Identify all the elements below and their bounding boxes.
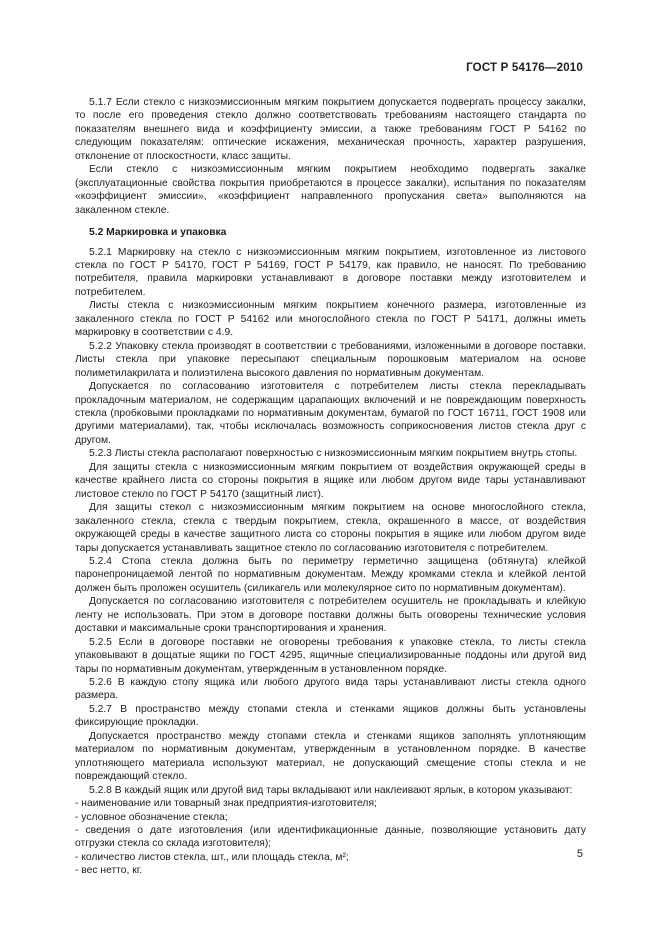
paragraph: Листы стекла с низкоэмиссионным мягким покрытием конечного размера, изготовленные из закаленного стекла по ГОСТ Р 54162 или многослойного стекла по ГОСТ Р 54171, должны иметь маркировку в соответствии с 4.9. bbox=[75, 300, 586, 339]
list-item: - сведения о дате изготовления (или идентификационные данные, позволяющие установить дату отгрузки стекла со склада изготовителя); bbox=[75, 825, 586, 850]
document-header: ГОСТ Р 54176—2010 bbox=[466, 62, 583, 74]
paragraph: 5.2.8 В каждый ящик или другой вид тары вкладывают или наклеивают ярлык, в котором указывают: bbox=[89, 784, 573, 796]
paragraph: Для защиты стекол с низкоэмиссионным мягким покрытием на основе многослойного стекла, закаленного стекла, стекла с твердым покрытием, стекла, окрашенного в массе, от воздействия окружающей среды в качестве защитного листа со стороны покрытия в ящике или любом другом виде тары допускается устанавливать защитное стекло по согласованию изготовителя с потребителем. bbox=[75, 502, 586, 554]
list-item: - условное обозначение стекла; bbox=[75, 811, 228, 823]
page-number: 5 bbox=[576, 848, 583, 860]
paragraph: Если стекло с низкоэмиссионным мягким покрытием необходимо подвергать закалке (эксплуатационные свойства покрытия приобретаются в процессе закалки), испытания по показателям «коэффициент эмиссии», «коэффициент направленного пропускания света» выполняются на закаленном стекле. bbox=[75, 164, 586, 216]
paragraph: 5.2.5 Если в договоре поставки не оговорены требования к упаковке стекла, то листы стекла упаковывают в дощатые ящики по ГОСТ 4295, ящичные специализированные поддоны или другой вид тары по нормативным документам, утвержденным в установленном порядке. bbox=[75, 636, 586, 675]
list-item: - количество листов стекла, шт., или площадь стекла, м²; bbox=[75, 851, 349, 863]
paragraph: Для защиты стекла с низкоэмиссионным мягким покрытием от воздействия окружающей среды в качестве крайнего листа со стороны покрытия в ящике или любом другом виде тары устанавливают листовое стекло по ГОСТ Р 54170 (защитный лист). bbox=[75, 461, 586, 500]
paragraph: 5.2.3 Листы стекла располагают поверхностью с низкоэмиссионным мягким покрытием внутрь стопы. bbox=[89, 448, 578, 460]
paragraph: Допускается по согласованию изготовителя с потребителем листы стекла перекладывать прокладочным материалом, не содержащим царапающих включений и не повреждающим поверхность стекла (пробковыми прокладками по нормативным документам, бумагой по ГОСТ 16711, ГОСТ 1908 или другими материалами), так, чтобы исключалась возможность соприкосновения листов стекла друг с другом. bbox=[75, 381, 586, 446]
paragraph: Допускается по согласованию изготовителя с потребителем осушитель не прокладывать и клейкую ленту не использовать. При этом в договоре поставки должны быть оговорены технические условия доставки и максимальные сроки транспортирования и хранения. bbox=[75, 596, 586, 635]
list-item: - вес нетто, кг. bbox=[75, 865, 143, 877]
paragraph: Допускается пространство между стопами стекла и стенками ящиков заполнять уплотняющим материалом по нормативным документам, утвержденным в установленном порядке. В качестве уплотняющего материала используют материал, не допускающий смещение стопы стекла и не повреждающий стекло. bbox=[75, 730, 586, 783]
document-body bbox=[75, 96, 586, 878]
paragraph: 5.2.4 Стопа стекла должна быть по периметру герметично защищена (обтянута) клейкой паронепроницаемой лентой по нормативным документам. Между кромками стекла и клейкой лентой должен быть проложен осушитель (силикагель или молекулярное сито по нормативным документам). bbox=[75, 555, 586, 594]
list-item: - наименование или товарный знак предприятия-изготовителя; bbox=[75, 798, 377, 810]
section-heading: 5.2 Маркировка и упаковка bbox=[89, 227, 227, 239]
paragraph: 5.2.2 Упаковку стекла производят в соответствии с требованиями, изложенными в договоре поставки. Листы стекла при упаковке пересыпают специальным порошковым материалом на основе полиметилакрилата и полиэтилена высокого давления по нормативным документам. bbox=[75, 340, 586, 379]
paragraph: 5.1.7 Если стекло с низкоэмиссионным мягким покрытием допускается подвергать процессу закалки, то после его проведения стекло должно соответствовать требованиям настоящего стандарта по показателям внешнего вида и коэффициенту эмиссии, а также требованиям ГОСТ Р 54162 по следующим показателям: оптические искажения, механическая прочность, характер разрушения, отклонение от плоскостности, класс защиты. bbox=[75, 97, 586, 162]
paragraph: 5.2.1 Маркировку на стекло с низкоэмиссионным мягким покрытием, изготовленное из листового стекла по ГОСТ Р 54170, ГОСТ Р 54169, ГОСТ Р 54179, как правило, не наносят. По требованию потребителя, правила маркировки устанавливают в договоре поставки между изготовителем и потребителем. bbox=[75, 246, 586, 298]
paragraph: 5.2.7 В пространство между стопами стекла и стенками ящиков должны быть установлены фиксирующие прокладки. bbox=[75, 703, 586, 729]
paragraph: 5.2.6 В каждую стопу ящика или любого другого вида тары устанавливают листы стекла одного размера. bbox=[75, 677, 586, 702]
